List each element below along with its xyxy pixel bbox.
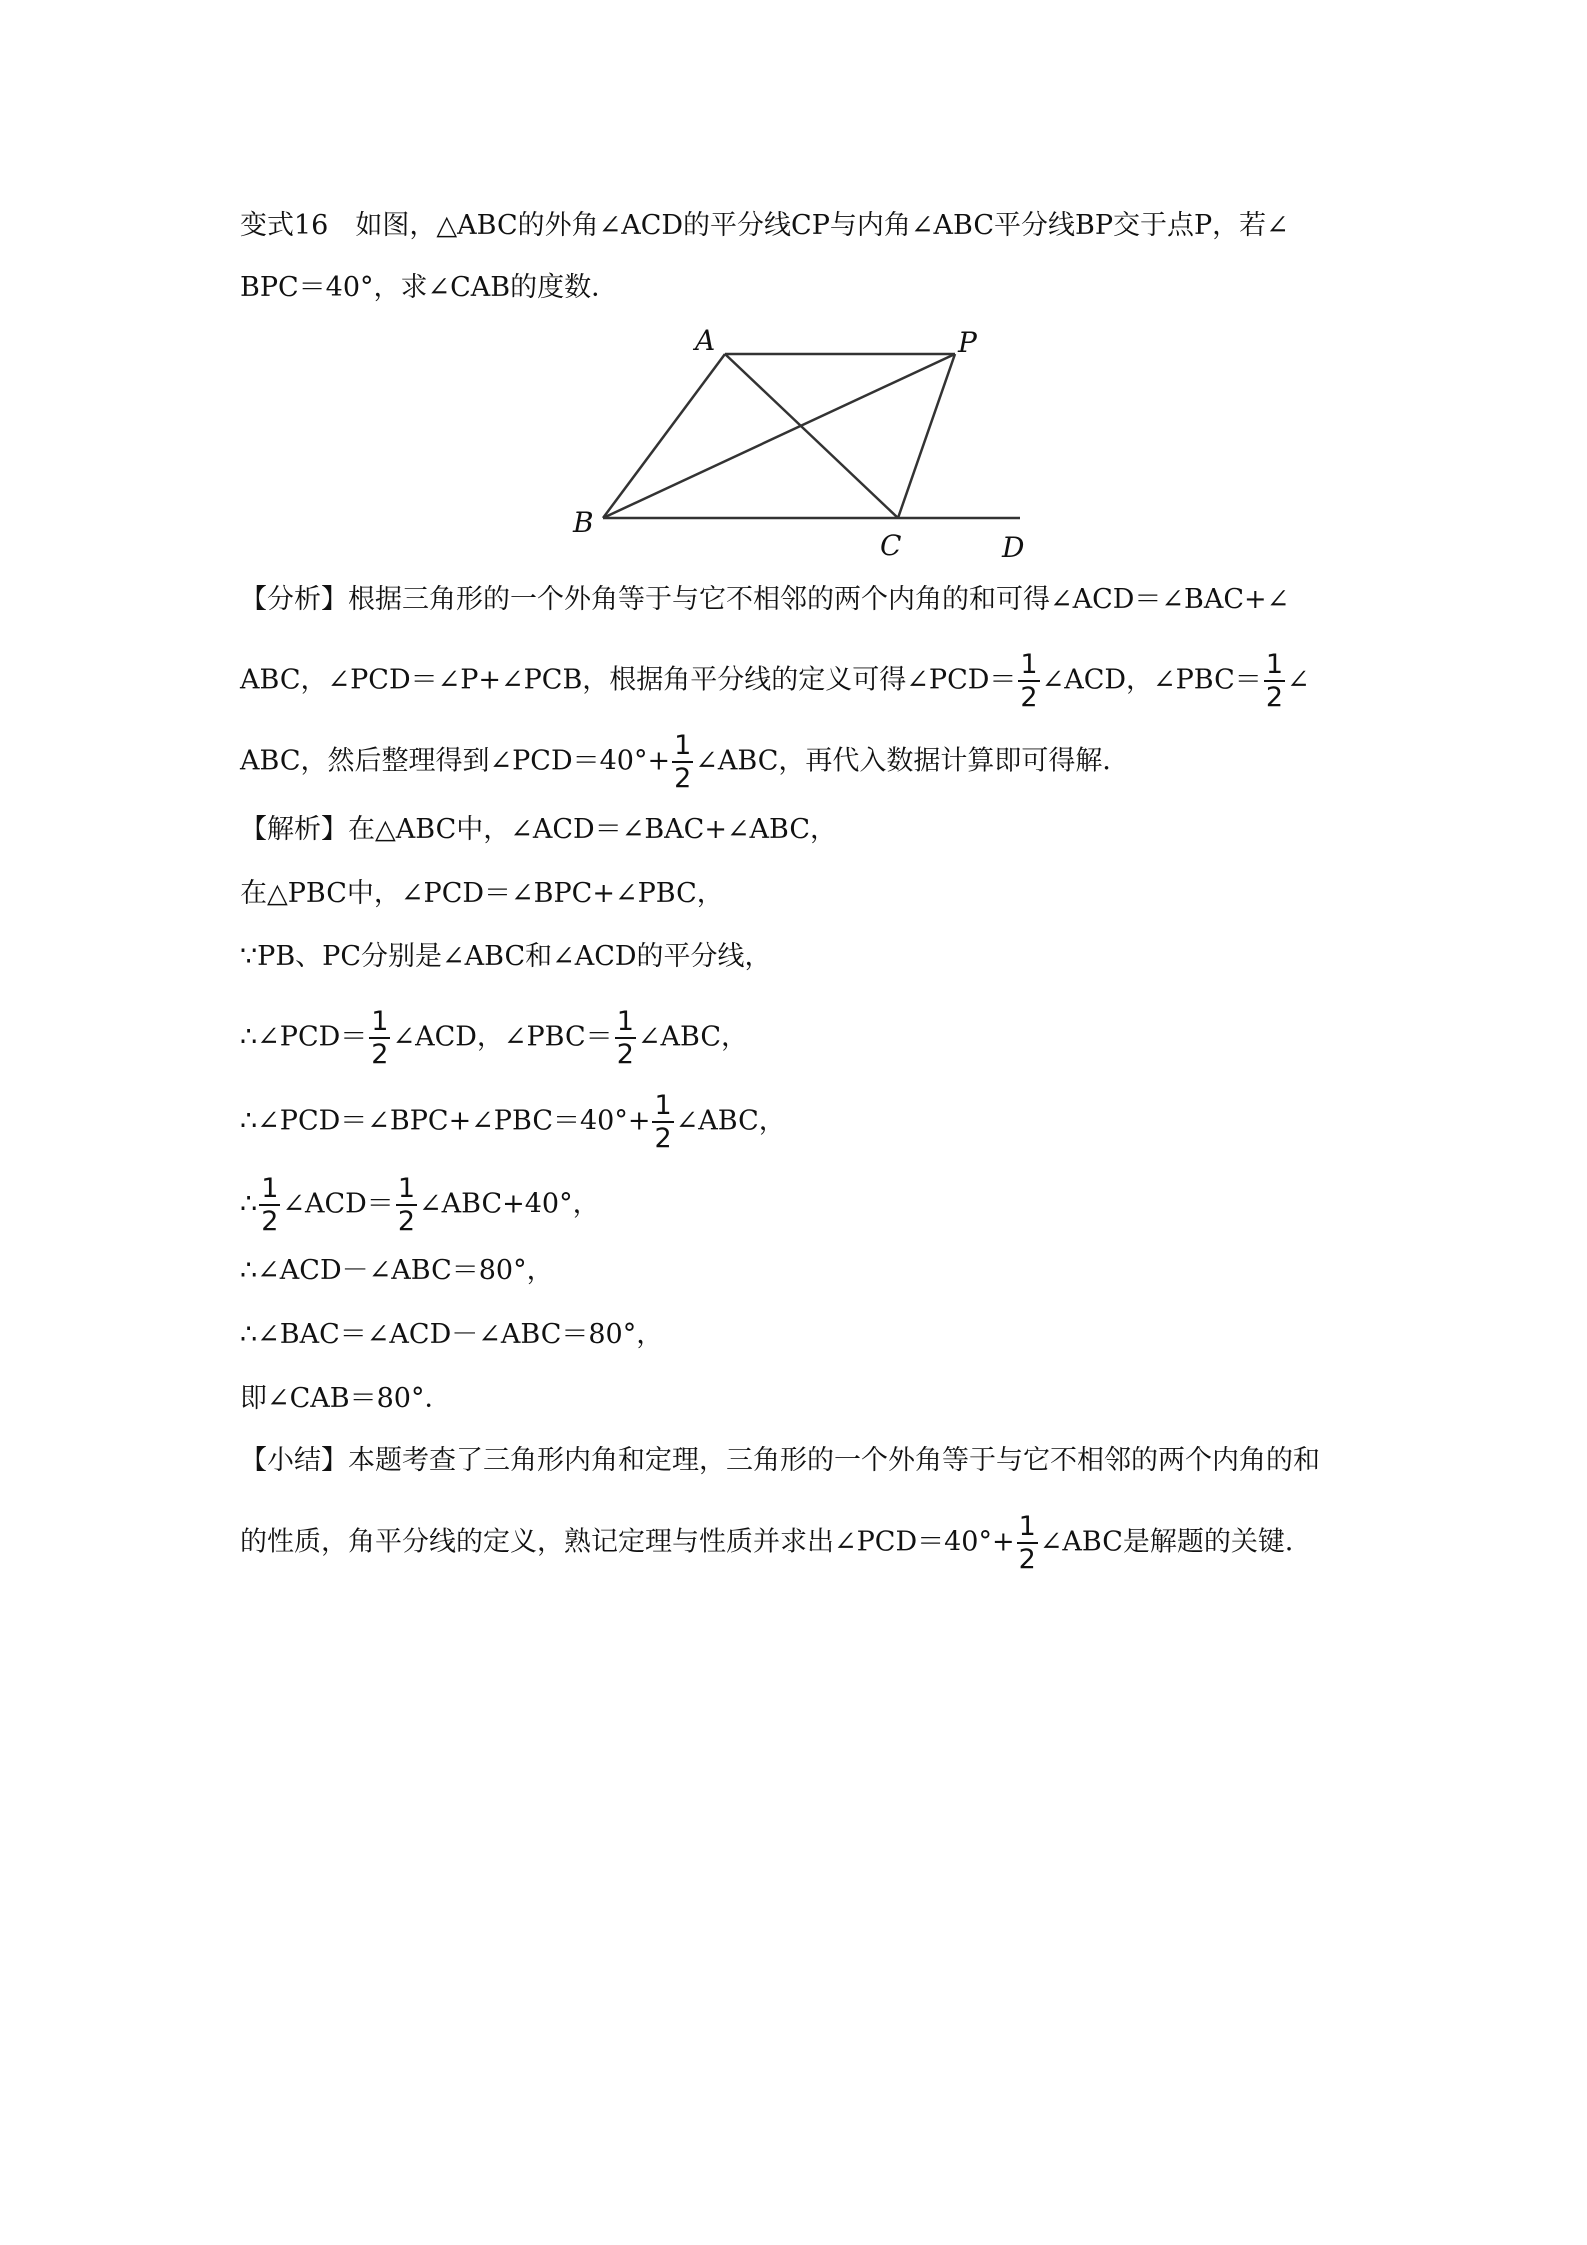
problem-line-2: BPC＝40°，求∠CAB的度数．	[240, 272, 619, 303]
analysis-text: ∠ABC，再代入数据计算即可得解．	[695, 745, 1130, 777]
fraction-half	[259, 1175, 280, 1235]
fraction-denominator: 2	[1020, 682, 1038, 713]
solution-line-4	[240, 1008, 1350, 1068]
solution-text: ∠ABC，	[637, 1021, 748, 1053]
label-D: D	[1002, 531, 1025, 562]
fraction-numerator: 1	[1020, 649, 1038, 680]
fraction-denominator: 2	[1265, 682, 1283, 713]
summary-text: ∠ABC是解题的关键．	[1039, 1526, 1312, 1558]
fraction-numerator: 1	[616, 1006, 634, 1037]
fraction-half	[615, 1008, 636, 1068]
label-P: P	[958, 326, 977, 359]
label-A: A	[695, 324, 716, 357]
solution-text: ∴	[240, 1188, 258, 1220]
fraction-half	[396, 1175, 417, 1235]
fraction-numerator: 1	[1018, 1511, 1036, 1542]
solution-line-5	[240, 1092, 1350, 1152]
fraction-numerator: 1	[261, 1173, 279, 1204]
fraction-half	[369, 1008, 390, 1068]
solution-line-9: 即∠CAB＝80°．	[240, 1383, 452, 1414]
fraction-numerator: 1	[654, 1090, 672, 1121]
analysis-text: ABC，∠PCD＝∠P+∠PCB，根据角平分线的定义可得∠PCD＝	[240, 664, 1017, 696]
analysis-text: ∠ACD，∠PBC＝	[1041, 664, 1262, 696]
fraction-denominator: 2	[261, 1206, 279, 1237]
solution-text: ∠ACD，∠PBC＝	[392, 1021, 613, 1053]
summary-text: 的性质，角平分线的定义，熟记定理与性质并求出∠PCD＝40°+	[240, 1526, 1015, 1558]
segment-AC	[725, 354, 898, 518]
fraction-half	[652, 1092, 673, 1152]
fraction-denominator: 2	[1018, 1544, 1036, 1575]
fraction-numerator: 1	[397, 1173, 415, 1204]
fraction-denominator: 2	[654, 1123, 672, 1154]
fraction-numerator: 1	[371, 1006, 389, 1037]
solution-line-3: ∵PB、PC分别是∠ABC和∠ACD的平分线，	[240, 941, 772, 972]
segment-CP	[898, 354, 955, 518]
summary-line-2	[240, 1513, 1350, 1573]
solution-line-6	[240, 1175, 1350, 1235]
fraction-denominator: 2	[397, 1206, 415, 1237]
analysis-text: ABC，然后整理得到∠PCD＝40°+	[240, 745, 671, 777]
fraction-half	[672, 732, 693, 792]
segment-AB	[603, 354, 725, 518]
solution-text: ∠ABC，	[675, 1105, 786, 1137]
fraction-numerator: 1	[674, 730, 692, 761]
solution-line-7: ∴∠ACD－∠ABC＝80°，	[240, 1255, 554, 1286]
fraction-denominator: 2	[674, 763, 692, 794]
fraction-half	[1017, 1513, 1038, 1573]
geometry-figure	[555, 322, 1035, 562]
solution-text: ∠ABC+40°，	[419, 1188, 600, 1220]
solution-text: ∠ACD＝	[282, 1188, 394, 1220]
solution-text: ∴∠PCD＝	[240, 1021, 368, 1053]
fraction-half	[1018, 651, 1039, 711]
analysis-line-3	[240, 732, 1350, 792]
analysis-line-2	[240, 651, 1350, 711]
solution-line-8: ∴∠BAC＝∠ACD－∠ABC＝80°，	[240, 1319, 664, 1350]
solution-text: ∴∠PCD＝∠BPC+∠PBC＝40°+	[240, 1105, 651, 1137]
fraction-numerator: 1	[1265, 649, 1283, 680]
fraction-denominator: 2	[616, 1039, 634, 1070]
label-B: B	[573, 506, 594, 539]
summary-line-1: 【小结】本题考查了三角形内角和定理，三角形的一个外角等于与它不相邻的两个内角的和	[240, 1445, 1320, 1476]
solution-line-2: 在△PBC中，∠PCD＝∠BPC+∠PBC，	[240, 878, 724, 909]
label-C: C	[880, 529, 902, 562]
analysis-text: ∠	[1287, 664, 1310, 696]
analysis-line-1: 【分析】根据三角形的一个外角等于与它不相邻的两个内角的和可得∠ACD＝∠BAC+∠	[240, 584, 1290, 615]
fraction-denominator: 2	[371, 1039, 389, 1070]
segment-BP	[603, 354, 955, 518]
solution-line-1: 【解析】在△ABC中，∠ACD＝∠BAC+∠ABC，	[240, 814, 838, 845]
fraction-half	[1264, 651, 1285, 711]
problem-line-1: 变式16 如图，△ABC的外角∠ACD的平分线CP与内角∠ABC平分线BP交于点P，若∠	[240, 210, 1289, 241]
triangle-diagram	[555, 322, 1035, 562]
